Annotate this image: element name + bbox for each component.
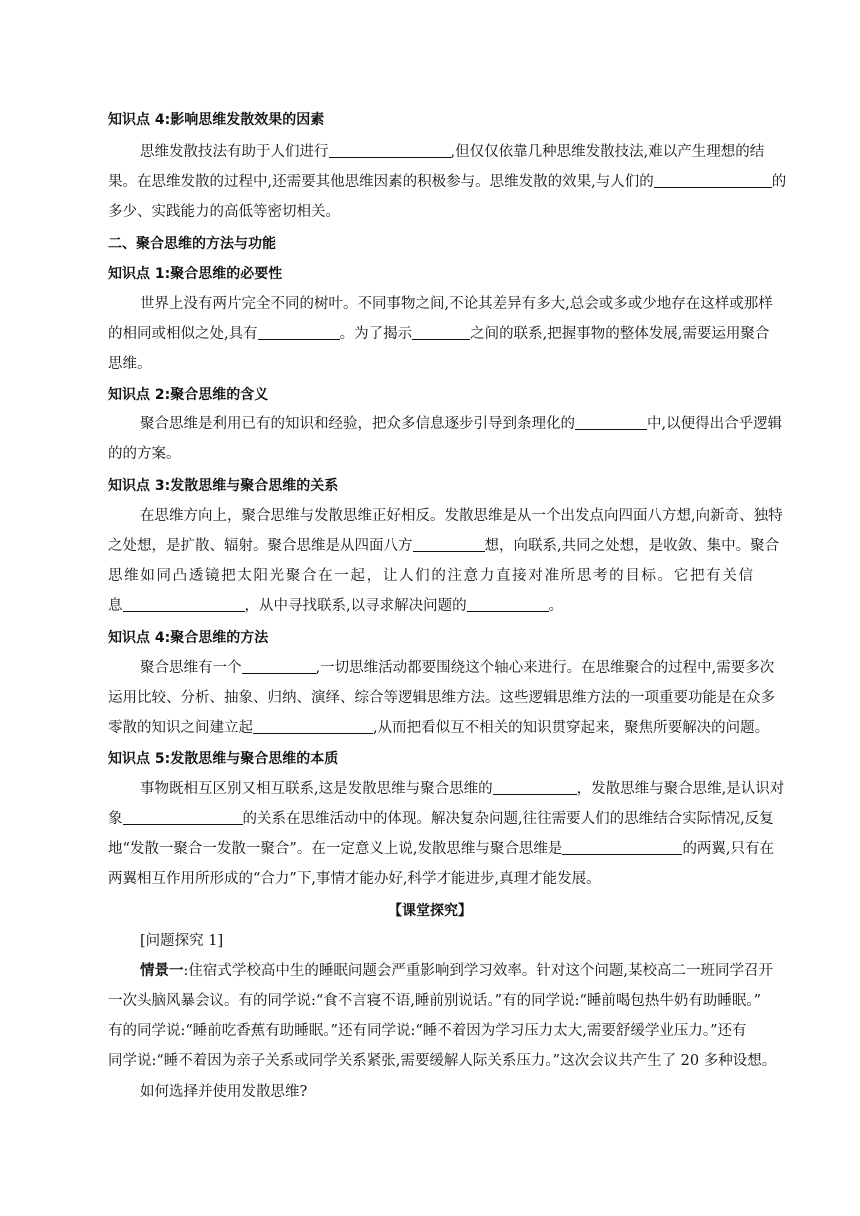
paragraph-line: 事物既相互区别又相互联系,这是发散思维与聚合思维的 ，发散思维与聚合思维,是认识对 [140,781,785,797]
paragraph-line: 在思维方向上，聚合思维与发散思维正好相反。发散思维是从一个出发点向四面八方想,向新奇、独特 [140,508,783,524]
paragraph-line: 思维发散技法有助于人们进行 ,但仅仅依靠几种思维发散技法,难以产生理想的结 [140,144,765,160]
fill-blank[interactable] [412,325,470,340]
fill-blank[interactable] [253,719,373,734]
fill-blank[interactable] [123,810,243,825]
section-heading-k1: 知识点 1:聚合思维的必要性 [108,266,283,282]
section-heading-k5: 知识点 5:发散思维与聚合思维的本质 [108,751,339,767]
question-text: 如何选择并使用发散思维? [140,1084,308,1100]
paragraph-line: 多少、实践能力的高低等密切相关。 [108,204,340,220]
paragraph-line: 的的方案。 [108,446,181,462]
scenario-line: 一次头脑风暴会议。有的同学说:“食不言寝不语,睡前别说话。”有的同学说:“睡前喝包热牛奶有助睡眠。” [108,993,762,1009]
fill-blank[interactable] [258,325,340,340]
fill-blank[interactable] [329,143,451,158]
paragraph-line: 之处想，是扩散、辐射。聚合思维是从四面八方 想，向联系,共同之处想，是收敛、集中。聚合 [108,538,780,554]
paragraph-line: 果。在思维发散的过程中,还需要其他思维因素的积极参与。思维发散的效果,与人们的 的 [108,174,787,190]
fill-blank[interactable] [242,659,316,674]
paragraph-line: 地“发散一聚合一发散一聚合”。在一定意义上说,发散思维与聚合思维是 的两翼,只有在 [108,841,775,857]
paragraph-line: 聚合思维是利用已有的知识和经验，把众多信息逐步引导到条理化的 中,以便得出合乎逻辑 [140,416,783,432]
fill-blank[interactable] [467,597,549,612]
paragraph-line: 两翼相互作用所形成的“合力”下,事情才能办好,科学才能进步,真理才能发展。 [108,871,601,887]
paragraph-line: 运用比较、分析、抽象、归纳、演绎、综合等逻辑思维方法。这些逻辑思维方法的一项重要功能是在众多 [108,690,775,706]
section-title-class-exploration: 【课堂探究】 [388,903,472,919]
paragraph-line: 世界上没有两片完全不同的树叶。不同事物之间,不论其差异有多大,总会或多或少地存在这样或那样 [140,296,773,312]
fill-blank[interactable] [562,840,682,855]
section-heading-k4-divergent: 知识点 4:影响思维发散效果的因素 [108,112,325,128]
paragraph-line: 思维。 [108,356,152,372]
paragraph-line: 聚合思维有一个 ,一切思维活动都要围绕这个轴心来进行。在思维聚合的过程中,需要多次 [140,660,775,676]
section-heading-k4-convergent: 知识点 4:聚合思维的方法 [108,630,269,646]
paragraph-line: 息 ，从中寻找联系,以寻求解决问题的 。 [108,598,564,614]
paragraph-line: 思维如同凸透镜把太阳光聚合在一起，让人们的注意力直接对准所思考的目标。它把有关信 [108,568,753,584]
section-heading-k3: 知识点 3:发散思维与聚合思维的关系 [108,478,339,494]
paragraph-line: 零散的知识之间建立起 ,从而把看似互不相关的知识贯穿起来，聚焦所要解决的问题。 [108,720,770,736]
fill-blank[interactable] [654,173,772,188]
fill-blank[interactable] [493,780,577,795]
scenario-line: 情景一:住宿式学校高中生的睡眠问题会严重影响到学习效率。针对这个问题,某校高二一班同学召开 [140,963,773,979]
paragraph-line: 象 的关系在思维活动中的体现。解决复杂问题,往往需要人们的思维结合实际情况,反复 [108,811,774,827]
fill-blank[interactable] [413,537,485,552]
paragraph-line: 的相同或相似之处,具有 。为了揭示 之间的联系,把握事物的整体发展,需要运用聚合 [108,326,770,342]
section-heading-k2: 知识点 2:聚合思维的含义 [108,387,269,403]
section-heading-2: 二、聚合思维的方法与功能 [108,236,276,252]
scenario-line: 有的同学说:“睡前吃香蕉有助睡眠。”还有同学说:“睡不着因为学习压力太大,需要舒缓学业压力。”还有 [108,1023,747,1039]
scenario-line: 同学说:“睡不着因为亲子关系或同学关系紧张,需要缓解人际关系压力。”这次会议共产生了 20 多种设想。 [108,1053,777,1069]
fill-blank[interactable] [123,597,245,612]
fill-blank[interactable] [575,415,647,430]
question-label: [问题探究 1] [140,933,224,949]
